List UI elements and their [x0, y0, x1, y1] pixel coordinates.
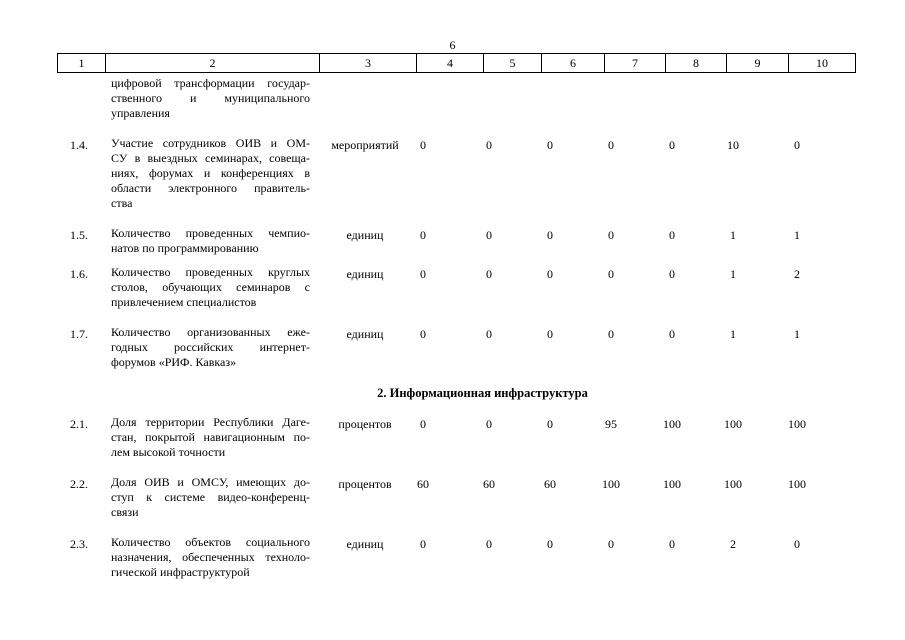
- row-number: 2.3.: [70, 537, 88, 551]
- value-cell: 100: [724, 477, 742, 491]
- header-cell: 10: [789, 54, 856, 73]
- value-cell: 0: [608, 537, 614, 551]
- indicator-name-line: Количество объектов социального: [111, 535, 310, 549]
- value-cell: 0: [486, 267, 492, 281]
- indicator-name-line: ступ к системе видео-конференц-: [111, 490, 310, 504]
- indicator-name-line: области электронного правитель-: [111, 181, 310, 195]
- value-cell: 100: [724, 417, 742, 431]
- value-cell: 100: [663, 417, 681, 431]
- value-cell: 0: [547, 417, 553, 431]
- value-cell: 1: [794, 327, 800, 341]
- value-cell: 1: [730, 267, 736, 281]
- indicator-name: [111, 475, 310, 520]
- indicator-name-line: лем высокой точности: [111, 445, 226, 459]
- value-cell: 0: [794, 537, 800, 551]
- value-cell: 100: [663, 477, 681, 491]
- indicator-name: [111, 325, 310, 370]
- indicator-name-line: ниях, форумах и конференциях в: [111, 166, 310, 180]
- row-number: 1.5.: [70, 228, 88, 242]
- value-cell: 2: [730, 537, 736, 551]
- page-number: 6: [449, 38, 456, 52]
- header-cell: 8: [666, 54, 727, 73]
- indicator-name-line: привлечением специалистов: [111, 295, 257, 309]
- indicator-name-line: стан, покрытой навигационным по-: [111, 430, 310, 444]
- value-cell: 0: [547, 537, 553, 551]
- value-cell: 0: [547, 327, 553, 341]
- value-cell: 0: [420, 138, 426, 152]
- section-title: 2. Информационная инфраструктура: [377, 386, 588, 400]
- value-cell: 0: [547, 267, 553, 281]
- value-cell: 0: [608, 138, 614, 152]
- value-cell: 10: [727, 138, 739, 152]
- indicator-name: [111, 535, 310, 580]
- indicator-name-line: Участие сотрудников ОИВ и ОМ-: [111, 136, 310, 150]
- unit-of-measure: единиц: [346, 228, 384, 242]
- value-cell: 1: [730, 228, 736, 242]
- indicator-name-line: управления: [111, 106, 170, 120]
- indicator-name-line: Количество проведенных круглых: [111, 265, 310, 279]
- indicator-name: [111, 136, 310, 211]
- indicator-name-line: столов, обучающих семинаров с: [111, 280, 310, 294]
- value-cell: 0: [486, 537, 492, 551]
- value-cell: 60: [483, 477, 495, 491]
- indicator-name-line: Количество проведенных чемпио-: [111, 226, 310, 240]
- indicator-name-line: гической инфраструктурой: [111, 565, 250, 579]
- value-cell: 1: [730, 327, 736, 341]
- value-cell: 0: [669, 228, 675, 242]
- row-number: 2.2.: [70, 477, 88, 491]
- header-cell: 6: [542, 54, 605, 73]
- indicator-name: [111, 265, 310, 310]
- value-cell: 0: [486, 228, 492, 242]
- indicator-name: [111, 76, 310, 121]
- unit-of-measure: мероприятий: [331, 138, 399, 152]
- indicator-name-line: годных российских интернет-: [111, 340, 310, 354]
- value-cell: 0: [420, 228, 426, 242]
- value-cell: 0: [420, 327, 426, 341]
- value-cell: 0: [420, 417, 426, 431]
- unit-of-measure: единиц: [346, 267, 384, 281]
- indicator-name-line: цифровой трансформации государ-: [111, 76, 310, 90]
- value-cell: 0: [608, 267, 614, 281]
- value-cell: 60: [417, 477, 429, 491]
- unit-of-measure: процентов: [338, 417, 392, 431]
- value-cell: 100: [788, 477, 806, 491]
- header-cell: 5: [484, 54, 542, 73]
- value-cell: 0: [486, 138, 492, 152]
- row-number: 1.6.: [70, 267, 88, 281]
- indicator-name-line: СУ в выездных семинарах, совеща-: [111, 151, 310, 165]
- value-cell: 0: [486, 327, 492, 341]
- indicator-name-line: связи: [111, 505, 139, 519]
- value-cell: 2: [794, 267, 800, 281]
- indicator-name-line: Количество организованных еже-: [111, 325, 310, 339]
- value-cell: 60: [544, 477, 556, 491]
- value-cell: 1: [794, 228, 800, 242]
- value-cell: 0: [669, 537, 675, 551]
- header-cell: 1: [58, 54, 106, 73]
- value-cell: 0: [608, 228, 614, 242]
- header-cell: 2: [106, 54, 320, 73]
- value-cell: 0: [794, 138, 800, 152]
- indicator-name-line: назначения, обеспеченных техноло-: [111, 550, 310, 564]
- unit-of-measure: единиц: [346, 537, 384, 551]
- indicator-name-line: ственного и муниципального: [111, 91, 310, 105]
- value-cell: 100: [602, 477, 620, 491]
- header-cell: 7: [605, 54, 666, 73]
- value-cell: 0: [547, 228, 553, 242]
- value-cell: 0: [669, 138, 675, 152]
- header-cell: 9: [727, 54, 789, 73]
- unit-of-measure: единиц: [346, 327, 384, 341]
- value-cell: 0: [420, 267, 426, 281]
- indicator-name: [111, 415, 310, 460]
- value-cell: 0: [669, 327, 675, 341]
- indicator-name-line: Доля территории Республики Даге-: [111, 415, 310, 429]
- indicator-name-line: форумов «РИФ. Кавказ»: [111, 355, 237, 369]
- header-cell: 4: [417, 54, 484, 73]
- value-cell: 0: [608, 327, 614, 341]
- indicator-name: [111, 226, 310, 256]
- column-number-header: [57, 53, 856, 73]
- row-number: 2.1.: [70, 417, 88, 431]
- value-cell: 0: [486, 417, 492, 431]
- indicator-name-line: ства: [111, 196, 133, 210]
- row-number: 1.7.: [70, 327, 88, 341]
- value-cell: 0: [669, 267, 675, 281]
- value-cell: 100: [788, 417, 806, 431]
- indicator-name-line: Доля ОИВ и ОМСУ, имеющих до-: [111, 475, 310, 489]
- row-number: 1.4.: [70, 138, 88, 152]
- indicator-name-line: натов по программированию: [111, 241, 259, 255]
- value-cell: 95: [605, 417, 617, 431]
- value-cell: 0: [420, 537, 426, 551]
- unit-of-measure: процентов: [338, 477, 392, 491]
- value-cell: 0: [547, 138, 553, 152]
- header-cell: 3: [320, 54, 417, 73]
